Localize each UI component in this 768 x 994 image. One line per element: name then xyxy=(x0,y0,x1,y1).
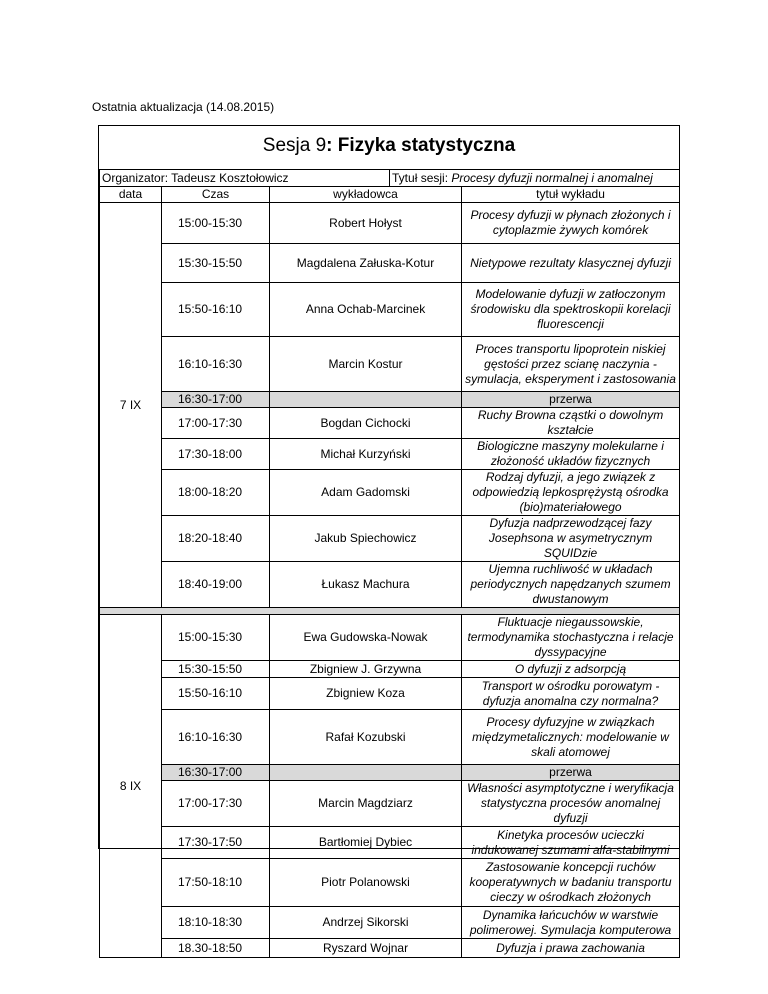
time-cell: 17:30-18:00 xyxy=(162,439,270,470)
talk-row xyxy=(100,203,680,244)
talk-title-cell: O dyfuzji z adsorpcją xyxy=(462,661,680,678)
organizer-label: Organizator: Tadeusz Kosztołowicz xyxy=(102,170,289,185)
lecturer-cell: Adam Gadomski xyxy=(270,470,462,516)
day-separator-cell xyxy=(100,608,680,615)
talk-title-cell: Fluktuacje niegaussowskie, termodynamika stochastyczna i relacje dyssypacyjne xyxy=(462,615,680,661)
organizer-row xyxy=(100,170,680,187)
time-cell: 15:00-15:30 xyxy=(162,615,270,661)
time-cell: 17:00-17:30 xyxy=(162,408,270,439)
lecturer-cell: Zbigniew Koza xyxy=(270,678,462,710)
lecturer-cell xyxy=(270,392,462,408)
talk-title-cell: Ruchy Browna cząstki o dowolnym kształcie xyxy=(462,408,680,439)
time-cell: 15:50-16:10 xyxy=(162,283,270,337)
time-cell: 15:00-15:30 xyxy=(162,203,270,244)
time-cell: 17:50-18:10 xyxy=(162,859,270,907)
header-date: data xyxy=(100,187,162,203)
talk-title-cell: Dyfuzja i prawa zachowania xyxy=(462,939,680,958)
talk-title-cell: Dynamika łańcuchów w warstwie polimerowej. Symulacja komputerowa xyxy=(462,907,680,939)
session-title-label: Tytuł sesji: xyxy=(392,170,452,185)
day-date-cell: 7 IX xyxy=(100,203,162,608)
lecturer-cell: Bartłomiej Dybiec xyxy=(270,827,462,859)
day-separator xyxy=(100,608,680,615)
header-time: Czas xyxy=(162,187,270,203)
lecturer-cell: Michał Kurzyński xyxy=(270,439,462,470)
time-cell: 16:30-17:00 xyxy=(162,392,270,408)
talk-title-cell: Biologiczne maszyny molekularne i złożoność układów fizycznych xyxy=(462,439,680,470)
lecturer-cell: Rafał Kozubski xyxy=(270,710,462,765)
break-row xyxy=(100,392,680,408)
lecturer-cell: Piotr Polanowski xyxy=(270,859,462,907)
talk-row xyxy=(100,710,680,765)
talk-row xyxy=(100,859,680,907)
talk-row xyxy=(100,470,680,516)
talk-row xyxy=(100,615,680,661)
time-cell: 16:30-17:00 xyxy=(162,765,270,781)
time-cell: 17:30-17:50 xyxy=(162,827,270,859)
talk-row xyxy=(100,562,680,608)
talk-row xyxy=(100,907,680,939)
lecturer-cell: Magdalena Załuska-Kotur xyxy=(270,244,462,283)
talk-row xyxy=(100,408,680,439)
talk-row xyxy=(100,939,680,958)
day-date-cell: 8 IX xyxy=(100,615,162,958)
lecturer-cell: Andrzej Sikorski xyxy=(270,907,462,939)
lecturer-cell: Anna Ochab-Marcinek xyxy=(270,283,462,337)
lecturer-cell: Ryszard Wojnar xyxy=(270,939,462,958)
lecturer-cell: Łukasz Machura xyxy=(270,562,462,608)
talk-title-cell: Zastosowanie koncepcji ruchów kooperatywnych w badaniu transportu cieczy w ośrodkach złożonych xyxy=(462,859,680,907)
talk-title-cell: Rodzaj dyfuzji, a jego związek z odpowiedzią lepkosprężystą ośrodka (bio)materiałowego xyxy=(462,470,680,516)
talk-title-cell: Procesy dyfuzyjne w związkach międzymetalicznych: modelowanie w skali atomowej xyxy=(462,710,680,765)
lecturer-cell: Bogdan Cichocki xyxy=(270,408,462,439)
talk-title-cell: Własności asymptotyczne i weryfikacja statystyczna procesów anomalnej dyfuzji xyxy=(462,781,680,827)
talk-title-cell: Ujemna ruchliwość w układach periodycznych napędzanych szumem dwustanowym xyxy=(462,562,680,608)
time-cell: 18:20-18:40 xyxy=(162,516,270,562)
talk-row xyxy=(100,516,680,562)
talk-row xyxy=(100,781,680,827)
schedule-table xyxy=(99,169,680,958)
time-cell: 16:10-16:30 xyxy=(162,710,270,765)
talk-row xyxy=(100,283,680,337)
time-cell: 15:30-15:50 xyxy=(162,661,270,678)
time-cell: 18:40-19:00 xyxy=(162,562,270,608)
time-cell: 15:50-16:10 xyxy=(162,678,270,710)
talk-row xyxy=(100,827,680,859)
last-updated-note: Ostatnia aktualizacja (14.08.2015) xyxy=(92,100,275,114)
session-name: : Fizyka statystyczna xyxy=(326,135,516,156)
talk-title-cell: Proces transportu lipoprotein niskiej gęstości przez scianę naczynia - symulacja, eksperyment i zastosowania xyxy=(462,337,680,392)
talk-title-cell: Kinetyka procesów ucieczki indukowanej szumami alfa-stabilnymi xyxy=(462,827,680,859)
header-talk: tytuł wykładu xyxy=(462,187,680,203)
time-cell: 18:10-18:30 xyxy=(162,907,270,939)
break-label: przerwa xyxy=(462,765,680,781)
session-title-value: Procesy dyfuzji normalnej i anomalnej xyxy=(451,170,653,185)
lecturer-cell xyxy=(270,765,462,781)
time-cell: 17:00-17:30 xyxy=(162,781,270,827)
time-cell: 18:00-18:20 xyxy=(162,470,270,516)
time-cell: 15:30-15:50 xyxy=(162,244,270,283)
talk-title-cell: Modelowanie dyfuzji w zatłoczonym środowisku dla spektroskopii korelacji fluorescencji xyxy=(462,283,680,337)
break-label: przerwa xyxy=(462,392,680,408)
lecturer-cell: Jakub Spiechowicz xyxy=(270,516,462,562)
time-cell: 16:10-16:30 xyxy=(162,337,270,392)
lecturer-cell: Ewa Gudowska-Nowak xyxy=(270,615,462,661)
lecturer-cell: Marcin Magdziarz xyxy=(270,781,462,827)
time-cell: 18.30-18:50 xyxy=(162,939,270,958)
lecturer-cell: Marcin Kostur xyxy=(270,337,462,392)
session-prefix: Sesja 9 xyxy=(262,135,327,156)
talk-title-cell: Transport w ośrodku porowatym - dyfuzja anomalna czy normalna? xyxy=(462,678,680,710)
session-title xyxy=(99,126,679,170)
organizer-cell xyxy=(100,170,390,187)
break-row xyxy=(100,765,680,781)
header-row xyxy=(100,187,680,203)
talk-title-cell: Procesy dyfuzji w płynach złożonych i cytoplazmie żywych komórek xyxy=(462,203,680,244)
talk-row xyxy=(100,678,680,710)
lecturer-cell: Zbigniew J. Grzywna xyxy=(270,661,462,678)
talk-row xyxy=(100,337,680,392)
talk-row xyxy=(100,661,680,678)
session-title-cell xyxy=(390,170,680,187)
session-table-frame xyxy=(98,125,680,955)
header-lecturer: wykładowca xyxy=(270,187,462,203)
lecturer-cell: Robert Hołyst xyxy=(270,203,462,244)
talk-row xyxy=(100,244,680,283)
talk-title-cell: Nietypowe rezultaty klasycznej dyfuzji xyxy=(462,244,680,283)
talk-row xyxy=(100,439,680,470)
talk-title-cell: Dyfuzja nadprzewodzącej fazy Josephsona w asymetrycznym SQUIDzie xyxy=(462,516,680,562)
